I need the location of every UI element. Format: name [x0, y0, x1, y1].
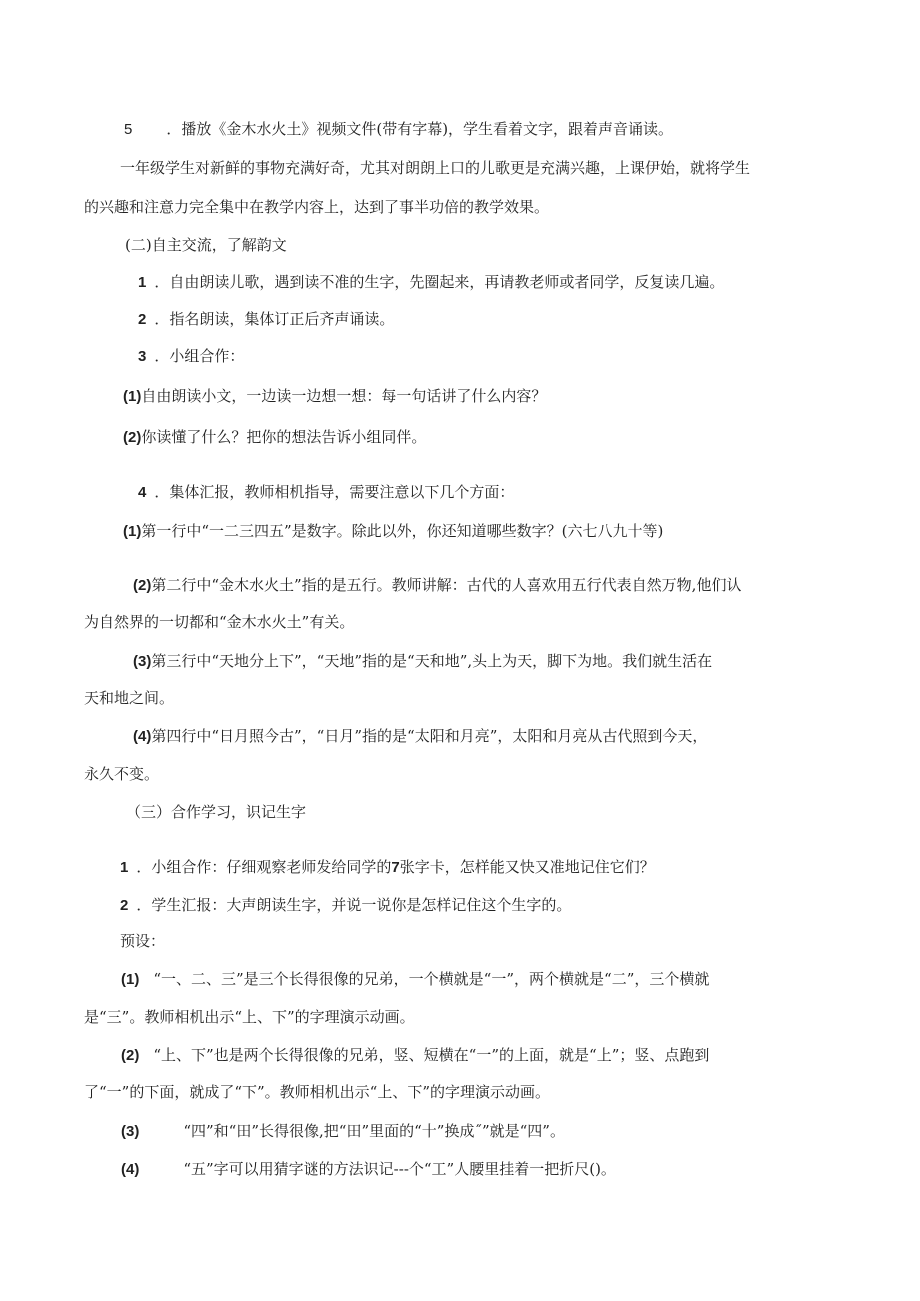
- sub-item-line: [123, 386, 546, 407]
- paragraph-line: 天和地之间。: [84, 689, 175, 707]
- preset-text: “一、二、三”是三个长得很像的兄弟，一个横就是“一”，两个横就是“二”，三个横就: [153, 970, 710, 988]
- sub-item-number: (2): [123, 429, 142, 446]
- preset-item-line: [121, 1159, 616, 1180]
- step-text: ．播放《金木水火土》视频文件(带有字幕)，学生看着文字，跟着声音诵读。: [166, 120, 674, 138]
- preset-number: (1): [121, 971, 140, 988]
- sub-item-line: [123, 427, 426, 448]
- sub-item-text: 你读懂了什么？把你的想法告诉小组同伴。: [141, 428, 427, 446]
- preset-number: (2): [121, 1047, 140, 1064]
- step-number: 4: [138, 484, 147, 501]
- step-5-line: [124, 119, 673, 140]
- sub-item-text: 第四行中“日月照今古”，“日月”指的是“太阳和月亮”，太阳和月亮从古代照到今天，: [151, 727, 708, 745]
- sub-item-number: (4): [133, 728, 152, 745]
- sub-item-number: (3): [133, 653, 152, 670]
- step-text: ．学生汇报：大声朗读生字，并说一说你是怎样记住这个生字的。: [136, 896, 572, 914]
- sub-item-text: 第三行中“天地分上下”，“天地”指的是“天和地”,头上为天，脚下为地。我们就生活在: [151, 652, 713, 670]
- preset-text: “五”字可以用猜字谜的方法识记---个“工”人腰里挂着一把折尺()。: [183, 1160, 616, 1178]
- step-number: 1: [120, 859, 129, 876]
- step-number: 3: [138, 348, 147, 365]
- sub-item-number: (1): [123, 523, 142, 540]
- paragraph-line: 一年级学生对新鲜的事物充满好奇，尤其对朗朗上口的儿歌更是充满兴趣，上课伊始，就将学生: [120, 159, 751, 177]
- step-text: ．小组合作：仔细观察老师发给同学的: [136, 858, 392, 876]
- preset-number: (3): [121, 1123, 140, 1140]
- preset-label: 预设：: [120, 932, 166, 950]
- section-heading: （三）合作学习，识记生字: [126, 803, 307, 821]
- step-1-line: [138, 272, 724, 293]
- step-3-line: [138, 346, 244, 367]
- section-heading: (二)自主交流，了解韵文: [125, 236, 287, 254]
- paragraph-line: 的兴趣和注意力完全集中在教学内容上，达到了事半功倍的教学效果。: [84, 198, 550, 216]
- paragraph-line: 了“一”的下面，就成了“下”。教师相机出示“上、下”的字理演示动画。: [84, 1083, 551, 1101]
- sub-item-line: [133, 651, 712, 672]
- step-text: ．指名朗读，集体订正后齐声诵读。: [154, 310, 395, 328]
- step-number: 2: [138, 311, 147, 328]
- preset-item-line: [121, 1121, 565, 1142]
- preset-text: “四”和“田”长得很像,把“田”里面的“十”换成˝”就是“四”。: [183, 1122, 565, 1140]
- sub-item-text: 自由朗读小文，一边读一边想一想：每一句话讲了什么内容？: [141, 387, 547, 405]
- preset-item-line: [121, 1045, 709, 1066]
- step-text: ．自由朗读儿歌，遇到读不准的生字，先圈起来，再请教老师或者同学，反复读几遍。: [154, 273, 725, 291]
- step-4-line: [138, 482, 514, 503]
- sub-item-line: [133, 575, 741, 596]
- paragraph-line: 为自然界的一切都和“金木水火土”有关。: [84, 613, 355, 631]
- preset-number: (4): [121, 1161, 140, 1178]
- step-number: 1: [138, 274, 147, 291]
- step-text: ．小组合作：: [154, 347, 245, 365]
- paragraph-line: 是“三”。教师相机出示“上、下”的字理演示动画。: [84, 1008, 415, 1026]
- step-1-line: [120, 857, 655, 878]
- card-count: 7: [391, 859, 400, 876]
- sub-item-number: (1): [123, 388, 142, 405]
- step-2-line: [120, 895, 571, 916]
- step-text: ．集体汇报，教师相机指导，需要注意以下几个方面：: [154, 483, 515, 501]
- preset-item-line: [121, 969, 709, 990]
- sub-item-text: 第二行中“金木水火土”指的是五行。教师讲解：古代的人喜欢用五行代表自然万物,他们认: [151, 576, 742, 594]
- step-number: 2: [120, 897, 129, 914]
- step-2-line: [138, 309, 394, 330]
- sub-item-number: (2): [133, 577, 152, 594]
- sub-item-line: [123, 521, 663, 542]
- step-number: 5: [124, 121, 133, 138]
- paragraph-line: 永久不变。: [84, 765, 160, 783]
- sub-item-line: [133, 726, 707, 747]
- preset-text: “上、下”也是两个长得很像的兄弟，竖、短横在“一”的上面，就是“上”；竖、点跑到: [153, 1046, 710, 1064]
- step-text: 张字卡，怎样能又快又准地记住它们？: [399, 858, 655, 876]
- sub-item-text: 第一行中“一二三四五”是数字。除此以外，你还知道哪些数字？(六七八九十等): [141, 522, 664, 540]
